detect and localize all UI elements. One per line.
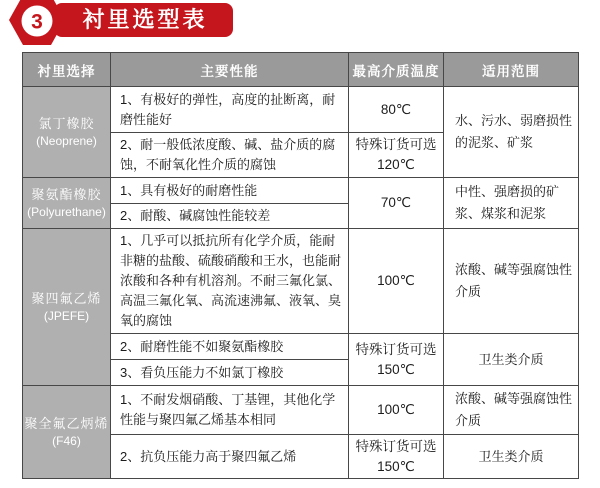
performance-cell: 2、耐酸、碱腐蚀性能较差 bbox=[111, 204, 349, 229]
column-header-performance: 主要性能 bbox=[111, 53, 349, 87]
temperature-cell: 100℃ bbox=[349, 386, 444, 435]
lining-alias: (JPEFE) bbox=[43, 308, 90, 323]
temperature-cell: 特殊订货可选150℃ bbox=[349, 435, 444, 479]
range-cell: 水、污水、弱磨损性的泥浆、矿浆 bbox=[444, 87, 579, 178]
column-header-range: 适用范围 bbox=[444, 53, 579, 87]
table-row bbox=[23, 386, 579, 435]
hexagon-badge-icon bbox=[8, 0, 66, 50]
lining-cell-neoprene bbox=[23, 87, 111, 178]
section-title-banner bbox=[54, 3, 233, 37]
range-cell: 浓酸、碱等强腐蚀性介质 bbox=[444, 229, 579, 334]
range-cell: 中性、强磨损的矿浆、煤浆和泥浆 bbox=[444, 178, 579, 229]
lining-alias: (Neoprene) bbox=[36, 133, 97, 148]
temperature-cell: 70℃ bbox=[349, 178, 444, 229]
performance-cell: 2、耐磨性能不如聚氨酯橡胶 bbox=[111, 334, 349, 360]
table-header-row bbox=[23, 53, 579, 87]
performance-cell: 1、几乎可以抵抗所有化学介质，能耐非糖的盐酸、硫酸硝酸和王水，也能耐浓酸和各种有机溶剂。不耐三氟化氯、高温三氟化氧、高流速沸氟、液氧、臭氧的腐蚀 bbox=[111, 229, 349, 334]
performance-cell: 3、看负压能力不如氯丁橡胶 bbox=[111, 360, 349, 386]
performance-cell: 1、不耐发烟硝酸、丁基锂，其他化学性能与聚四氟乙烯基本相同 bbox=[111, 386, 349, 435]
lining-name: 聚全氟乙炳烯 bbox=[24, 415, 109, 431]
table-row bbox=[23, 229, 579, 334]
lining-cell-ptfe bbox=[23, 229, 111, 386]
performance-cell: 1、有极好的弹性，高度的扯断离，耐磨性能好 bbox=[111, 87, 349, 133]
column-header-temperature: 最高介质温度 bbox=[349, 53, 444, 87]
badge-number: 3 bbox=[31, 10, 43, 34]
temperature-cell: 80℃ bbox=[349, 87, 444, 133]
range-cell: 浓酸、碱等强腐蚀性介质 bbox=[444, 386, 579, 435]
performance-cell: 2、耐一般低浓度酸、碱、盐介质的腐蚀，不耐氧化性介质的腐蚀 bbox=[111, 133, 349, 178]
performance-cell: 1、具有极好的耐磨性能 bbox=[111, 178, 349, 204]
lining-alias: (Polyurethane) bbox=[27, 204, 106, 219]
temperature-cell: 特殊订货可选150℃ bbox=[349, 334, 444, 386]
lining-name: 氯丁橡胶 bbox=[38, 115, 95, 131]
lining-cell-fep bbox=[23, 386, 111, 479]
range-cell: 卫生类介质 bbox=[444, 435, 579, 479]
performance-cell: 2、抗负压能力高于聚四氟乙烯 bbox=[111, 435, 349, 479]
column-header-lining: 衬里选择 bbox=[23, 53, 111, 87]
lining-name: 聚氨酯橡胶 bbox=[31, 186, 102, 202]
lining-name: 聚四氟乙烯 bbox=[31, 290, 102, 306]
range-cell: 卫生类介质 bbox=[444, 334, 579, 386]
table-row bbox=[23, 178, 579, 204]
lining-selection-table bbox=[22, 52, 579, 479]
section-title: 衬里选型表 bbox=[82, 7, 208, 32]
temperature-cell: 特殊订货可选120℃ bbox=[349, 133, 444, 178]
table-row bbox=[23, 87, 579, 133]
lining-cell-polyurethane bbox=[23, 178, 111, 229]
temperature-cell: 100℃ bbox=[349, 229, 444, 334]
lining-alias: (F46) bbox=[52, 433, 81, 448]
section-number-badge bbox=[8, 0, 66, 50]
